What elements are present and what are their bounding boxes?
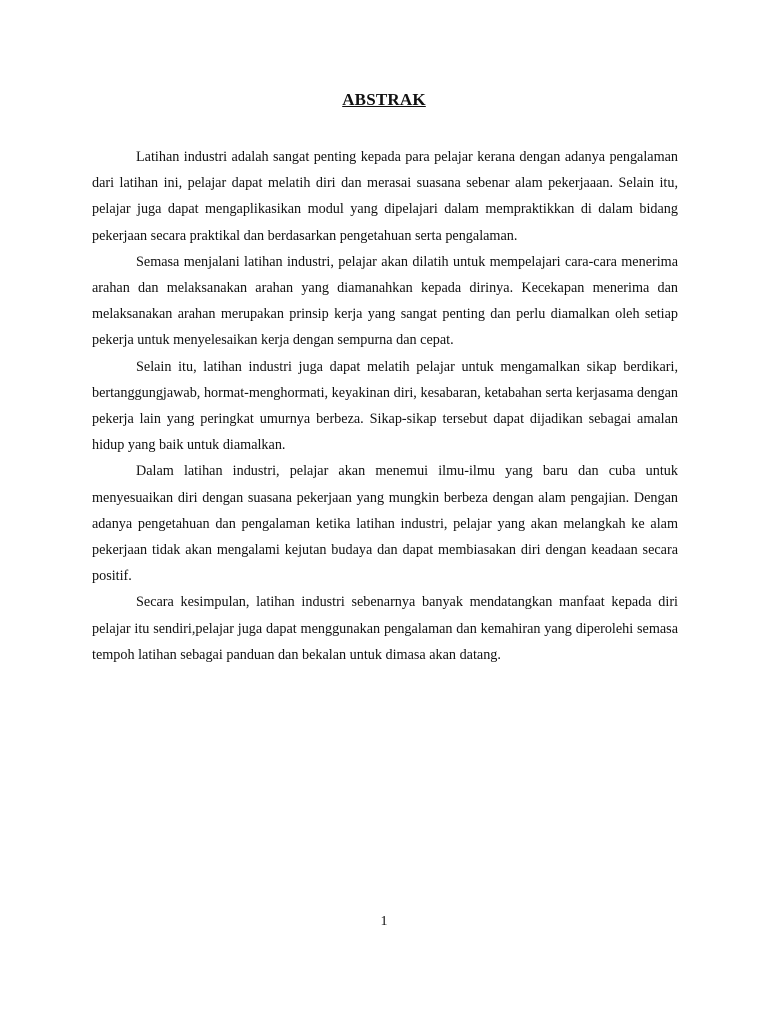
paragraph: Secara kesimpulan, latihan industri sebenarnya banyak mendatangkan manfaat kepada diri pelajar itu sendiri,pelajar juga dapat menggunakan pengalaman dan kemahiran yang diperolehi semasa tempoh latihan sebagai panduan dan bekalan untuk dimasa akan datang. — [92, 594, 678, 663]
paragraph: Selain itu, latihan industri juga dapat melatih pelajar untuk mengamalkan sikap berdikari, bertanggungjawab, hormat-menghormati, keyakinan diri, kesabaran, ketabahan serta kerjasama dengan pekerja lain yang peringkat umurnya berbeza. Sikap-sikap tersebut dapat dijadikan sebagai amalan hidup yang baik untuk diamalkan. — [92, 358, 678, 454]
abstract-body — [92, 144, 678, 668]
paragraph: Latihan industri adalah sangat penting kepada para pelajar kerana dengan adanya pengalaman dari latihan ini, pelajar dapat melatih diri dan merasai suasana sebenar alam pekerjaaan. Selain itu, pelajar juga dapat mengaplikasikan modul yang dipelajari dalam mempraktikkan di dalam bidang pekerjaan secara praktikal dan berdasarkan pengetahuan serta pengalaman. — [92, 149, 678, 244]
page-number: 1 — [380, 914, 388, 929]
document-title: ABSTRAK — [342, 90, 426, 109]
paragraph: Semasa menjalani latihan industri, pelajar akan dilatih untuk mempelajari cara-cara menerima arahan dan melaksanakan arahan yang diamanahkan kepada dirinya. Kecekapan menerima dan melaksanakan arahan merupakan prinsip kerja yang sangat penting dan perlu diamalkan oleh setiap pekerja untuk menyelesaikan kerja dengan sempurna dan cepat. — [92, 253, 678, 349]
paragraph: Dalam latihan industri, pelajar akan menemui ilmu-ilmu yang baru dan cuba untuk menyesuaikan diri dengan suasana pekerjaan yang mungkin berbeza dengan alam pengajian. Dengan adanya pengetahuan dan pengalaman ketika latihan industri, pelajar yang akan melangkah ke alam pekerjaan tidak akan mengalami kejutan budaya dan dapat membiasakan diri dengan keadaan secara positif. — [92, 463, 678, 585]
